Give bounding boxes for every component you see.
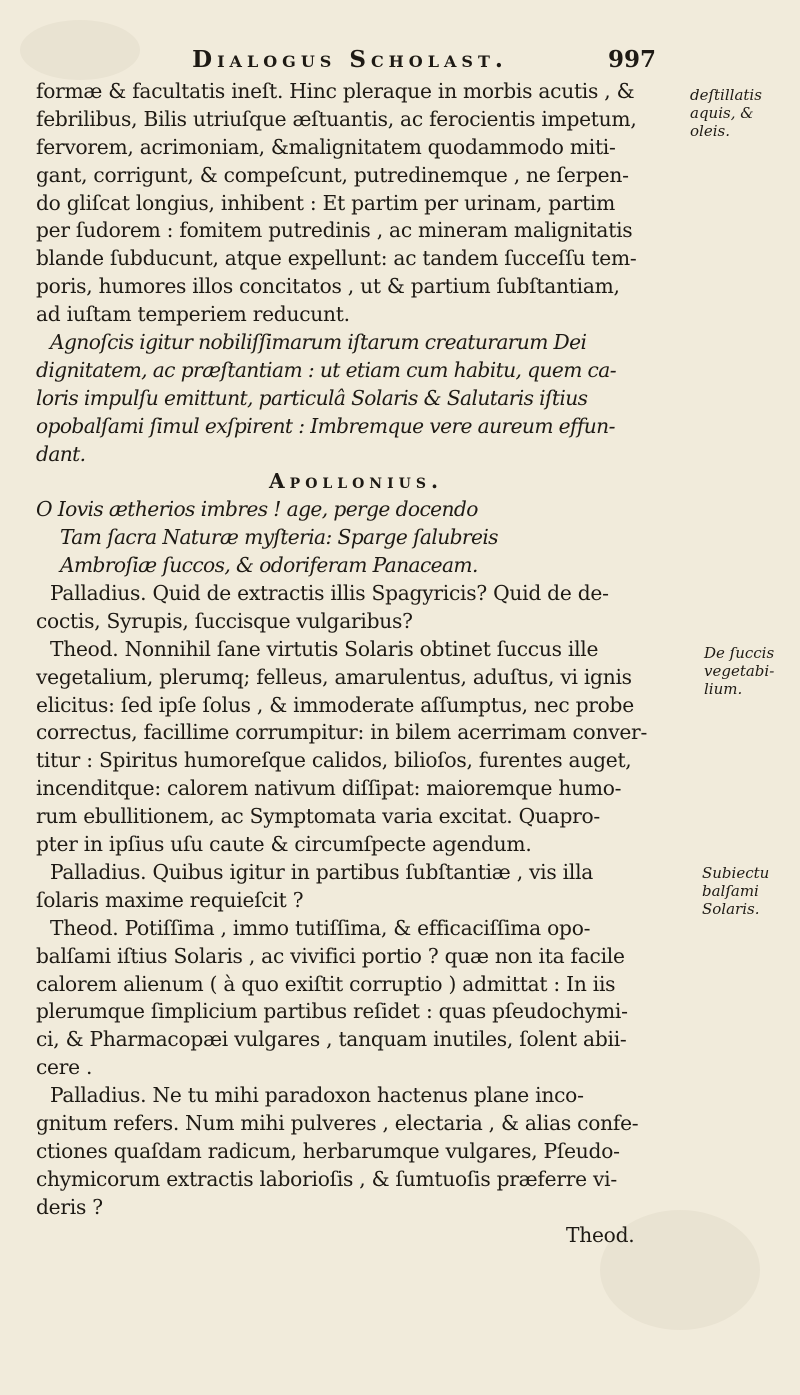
running-head <box>0 46 800 80</box>
verse-line: Tam ſacra Naturæ myſteria: Sparge ſalubreis <box>60 525 498 550</box>
text-line: blande ſubducunt, atque expellunt: ac tandem ſucceſſu tem- <box>36 246 637 271</box>
speaker-heading: Apollonius. <box>269 469 443 494</box>
marginal-note <box>702 864 769 918</box>
italic-line: opobalſami ſimul exſpirent : Imbremque vere aureum effun- <box>36 413 615 438</box>
marginal-note-line: Solaris. <box>702 900 760 918</box>
text-line: incenditque: calorem nativum diſſipat: maioremque humo- <box>36 776 622 801</box>
text-line: chymicorum extractis laborioſis , & ſumtuoſis præferre vi- <box>36 1166 617 1191</box>
marginal-note-line: balſami <box>702 882 759 900</box>
text-line: fervorem, acrimoniam, &malignitatem quodammodo miti- <box>36 134 616 159</box>
text-line: do gliſcat longius, inhibent : Et partim per urinam, partim <box>36 190 616 215</box>
text-line: gnitum refers. Num mihi pulveres , electaria , & alias confe- <box>36 1110 639 1135</box>
text-line: formæ & facultatis ineſt. Hinc pleraque in morbis acutis , & <box>36 79 635 103</box>
text-line: Palladius. Ne tu mihi paradoxon hactenus plane inco- <box>50 1083 584 1108</box>
marginal-note-line: deſtillatis <box>690 86 762 104</box>
text-line: titur : Spiritus humoreſque calidos, bilioſos, furentes auget, <box>36 748 632 773</box>
verse-line: Ambroſiæ ſuccos, & odoriferam Panaceam. <box>60 553 478 578</box>
text-line: Palladius. Quid de extractis illis Spagyricis? Quid de de- <box>50 581 609 606</box>
text-line: calorem alienum ( à quo exiſtit corruptio ) admittat : In iis <box>36 971 616 996</box>
text-line: vegetalium, plerumq; felleus, amarulentus, aduſtus, vi ignis <box>36 664 632 689</box>
text-line: ſolaris maxime requieſcit ? <box>36 887 304 912</box>
italic-line: dignitatem, ac præſtantiam : ut etiam cum habitu, quem ca- <box>36 357 616 382</box>
text-line: Palladius. Quibus igitur in partibus ſubſtantiæ , vis illa <box>50 859 594 884</box>
text-line: cere . <box>36 1055 93 1080</box>
marginal-note-line: lium. <box>704 680 743 698</box>
marginal-note-line: aquis, & <box>690 104 754 122</box>
text-line: elicitus: ſed ipſe ſolus , & immoderate aſſumptus, nec probe <box>36 692 634 717</box>
italic-line: dant. <box>36 441 86 466</box>
text-line: ctiones quaſdam radicum, herbarumque vulgares, Pſeudo- <box>36 1138 620 1163</box>
italic-line: loris impulſu emittunt, particulâ Solaris & Salutaris iſtius <box>36 385 588 410</box>
catchword: Theod. <box>566 1222 635 1247</box>
main-text <box>36 78 676 1249</box>
running-title: Dialogus Scholast. <box>192 46 508 73</box>
text-line: balſami iſtius Solaris , ac vivifici portio ? quæ non ita facile <box>36 943 625 968</box>
verse-line: O Iovis ætherios imbres ! age, perge docendo <box>36 497 478 522</box>
text-line: coctis, Syrupis, ſuccisque vulgaribus? <box>36 608 413 633</box>
italic-line: Agnoſcis igitur nobiliſſimarum iſtarum creaturarum Dei <box>50 330 587 355</box>
text-line: correctus, facillime corrumpitur: in bilem acerrimam conver- <box>36 720 648 745</box>
text-line: plerumque ſimplicium partibus reſidet : quas pſeudochymi- <box>36 999 628 1024</box>
marginal-note-line: De ſuccis <box>704 644 775 662</box>
text-line: deris ? <box>36 1194 103 1219</box>
marginal-note-line: vegetabi- <box>704 662 775 680</box>
text-line: rum ebullitionem, ac Symptomata varia excitat. Quapro- <box>36 804 600 829</box>
marginal-note <box>704 644 774 698</box>
marginal-note-line: Subiectu <box>702 864 770 882</box>
text-line: poris, humores illos concitatos , ut & partium ſubſtantiam, <box>36 274 620 299</box>
text-line: gant, corrigunt, & compeſcunt, putredinemque , ne ſerpen- <box>36 162 629 187</box>
page-number: 997 <box>608 46 657 73</box>
text-line: Theod. Potiſſima , immo tutiſſima, & efficaciſſima opo- <box>50 915 591 940</box>
text-line: ad iuſtam temperiem reducunt. <box>36 302 350 327</box>
marginal-note-line: oleis. <box>690 122 730 140</box>
text-line: Theod. Nonnihil ſane virtutis Solaris obtinet ſuccus ille <box>50 636 599 661</box>
text-line: febrilibus, Bilis utriuſque æſtuantis, ac ferocientis impetum, <box>36 106 637 131</box>
text-line: ci, & Pharmacopæi vulgares , tanquam inutiles, ſolent abii- <box>36 1027 627 1052</box>
text-line: pter in ipſius uſu caute & circumſpecte agendum. <box>36 832 532 857</box>
text-line: per ſudorem : fomitem putredinis , ac mineram malignitatis <box>36 218 633 243</box>
marginal-note <box>690 86 762 140</box>
